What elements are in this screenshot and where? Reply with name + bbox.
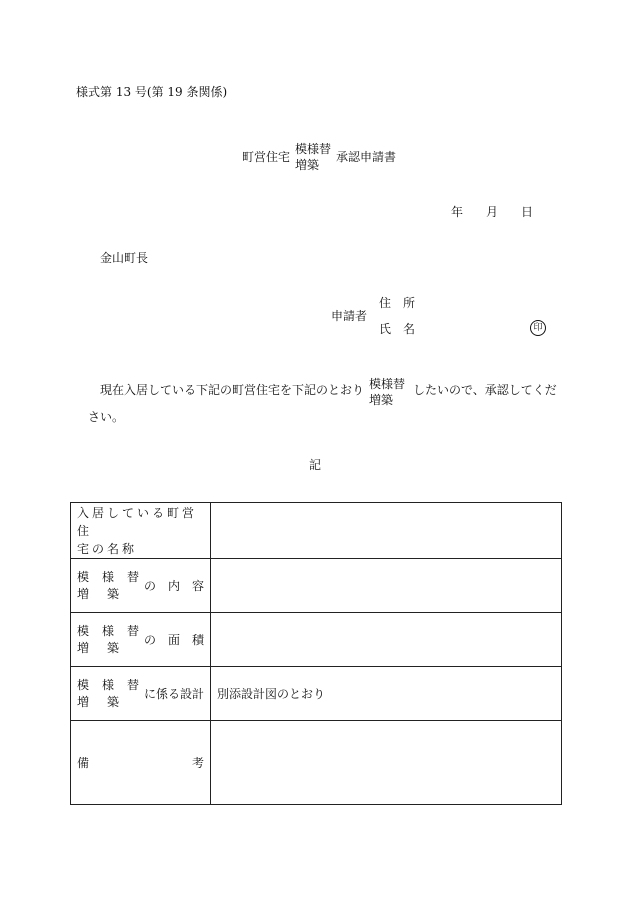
char: 積 xyxy=(191,632,204,647)
char: の xyxy=(144,578,157,593)
table-row xyxy=(71,667,562,721)
option-top-row xyxy=(77,569,139,586)
char: 替 xyxy=(126,677,139,692)
date-day: 日 xyxy=(521,205,534,219)
char: 模 xyxy=(77,623,90,638)
ki-heading: 記 xyxy=(309,458,322,472)
option-bottom-row xyxy=(77,694,119,711)
char: 模 xyxy=(77,569,90,584)
title-suffix: 承認申請書 xyxy=(336,150,397,164)
body-option-bottom: 増築 xyxy=(369,393,394,407)
char: 考 xyxy=(191,755,204,770)
char: 築 xyxy=(106,586,119,601)
table-row xyxy=(71,559,562,613)
remarks-label xyxy=(71,757,210,769)
char: 面 xyxy=(167,632,180,647)
char: 築 xyxy=(106,694,119,709)
applicant-label: 申請者 xyxy=(331,309,368,323)
char: 様 xyxy=(101,569,114,584)
body-option-top: 模様替 xyxy=(369,377,406,391)
title-options xyxy=(295,141,331,173)
remarks-field[interactable] xyxy=(211,721,562,805)
char: 模 xyxy=(77,677,90,692)
date-month: 月 xyxy=(486,205,499,219)
title-option-bottom: 増築 xyxy=(295,158,320,172)
table-row xyxy=(71,503,562,559)
design-field[interactable]: 別添設計図のとおり xyxy=(211,667,562,721)
addressee: 金山町長 xyxy=(100,251,149,265)
char: 内 xyxy=(167,578,180,593)
body-line2: さい。 xyxy=(88,410,125,424)
title-option-top: 模様替 xyxy=(295,142,332,156)
label-cell xyxy=(71,721,211,805)
char: 様 xyxy=(101,677,114,692)
seal-mark: 印 xyxy=(530,320,546,336)
form-number: 様式第 13 号(第 19 条関係) xyxy=(76,85,228,99)
label-residence-line1: 入居している町営住 xyxy=(77,505,198,538)
char: 増 xyxy=(77,694,90,709)
table-row xyxy=(71,721,562,805)
content-field[interactable] xyxy=(211,559,562,613)
char: 増 xyxy=(77,586,90,601)
option-bottom-row xyxy=(77,586,119,603)
char: 増 xyxy=(77,640,90,655)
char: 替 xyxy=(126,623,139,638)
char: 容 xyxy=(191,578,204,593)
char: 替 xyxy=(126,569,139,584)
option-bottom-row xyxy=(77,640,119,657)
residence-name-field[interactable] xyxy=(211,503,562,559)
option-top-row xyxy=(77,623,139,640)
char: 様 xyxy=(101,623,114,638)
label-cell xyxy=(71,613,211,667)
label-cell xyxy=(71,503,211,559)
title-prefix: 町営住宅 xyxy=(242,150,291,164)
address-label: 住 所 xyxy=(379,296,416,310)
char: 築 xyxy=(106,640,119,655)
area-field[interactable] xyxy=(211,613,562,667)
name-label: 氏 名 xyxy=(379,322,416,336)
char: の xyxy=(144,632,157,647)
label-cell xyxy=(71,667,211,721)
table-row xyxy=(71,613,562,667)
label-suffix-design: に係る設計 xyxy=(143,686,204,701)
option-top-row xyxy=(77,677,139,694)
label-suffix-area xyxy=(144,634,204,646)
body-line1-prefix: 現在入居している下記の町営住宅を下記のとおり xyxy=(100,383,365,397)
body-options xyxy=(369,376,405,408)
body-line1-suffix: したいので、承認してくだ xyxy=(413,383,557,397)
label-residence-line2: 宅の名称 xyxy=(77,541,138,556)
details-table xyxy=(70,502,562,805)
char: 備 xyxy=(77,755,90,770)
label-cell xyxy=(71,559,211,613)
label-suffix-content xyxy=(144,580,204,592)
date-year: 年 xyxy=(451,205,464,219)
